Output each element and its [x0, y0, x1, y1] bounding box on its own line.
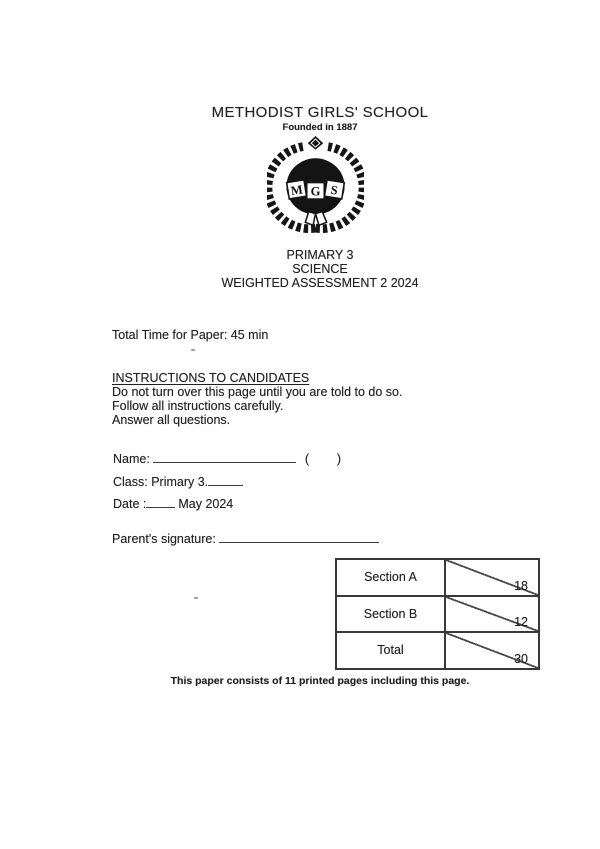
class-label: Class: Primary 3.	[113, 475, 209, 489]
total-max-marks: 30	[514, 651, 528, 666]
section-a-max-marks: 18	[514, 578, 528, 593]
date-label: Date :	[113, 497, 147, 511]
table-row	[336, 596, 539, 633]
exam-level: PRIMARY 3	[286, 248, 354, 262]
school-name: METHODIST GIRLS' SCHOOL	[211, 104, 429, 121]
parent-signature-blank-line	[219, 531, 379, 543]
instruction-line: Answer all questions.	[112, 413, 231, 427]
diagonal-score-box	[446, 633, 538, 668]
crest-letter-g: G	[310, 184, 321, 199]
diagonal-score-box	[446, 560, 538, 595]
date-suffix: May 2024	[178, 497, 234, 511]
exam-title: WEIGHTED ASSESSMENT 2 2024	[221, 276, 419, 290]
scan-speck	[194, 597, 198, 599]
founded-year: Founded in 1887	[282, 122, 358, 133]
scan-speck	[191, 349, 195, 351]
page-count-note: This paper consists of 11 printed pages including this page.	[170, 675, 470, 687]
parent-signature-field	[112, 531, 382, 546]
crest-letter-s: S	[329, 182, 339, 198]
section-a-score-cell	[445, 559, 539, 596]
class-blank-line	[208, 474, 243, 486]
date-field	[113, 496, 233, 511]
name-field	[113, 451, 342, 466]
crest-letter-m: M	[289, 182, 304, 199]
instruction-line: Do not turn over this page until you are told to do so.	[112, 385, 403, 399]
section-b-label: Section B	[336, 596, 445, 633]
section-b-max-marks: 12	[514, 615, 528, 629]
index-brackets: ( )	[304, 452, 342, 466]
total-label: Total	[336, 632, 445, 669]
table-row	[336, 559, 539, 596]
parent-signature-label: Parent's signature:	[112, 532, 216, 546]
exam-subject: SCIENCE	[292, 262, 348, 276]
section-a-label: Section A	[336, 559, 445, 596]
instructions-heading: INSTRUCTIONS TO CANDIDATES	[112, 371, 310, 385]
name-label: Name:	[113, 452, 150, 466]
total-time: Total Time for Paper: 45 min	[112, 328, 269, 342]
table-row	[336, 632, 539, 669]
crest-ribbon-right	[316, 212, 327, 226]
class-field	[113, 474, 246, 489]
instruction-line: Follow all instructions carefully.	[112, 399, 284, 413]
crest-ribbon-left	[305, 212, 315, 226]
marks-table	[335, 558, 540, 670]
name-blank-line	[153, 451, 296, 463]
total-score-cell	[445, 632, 539, 669]
section-b-score-cell	[445, 596, 539, 633]
date-blank-line	[146, 496, 175, 508]
diagonal-score-box	[446, 597, 538, 632]
school-crest-icon	[267, 135, 364, 234]
